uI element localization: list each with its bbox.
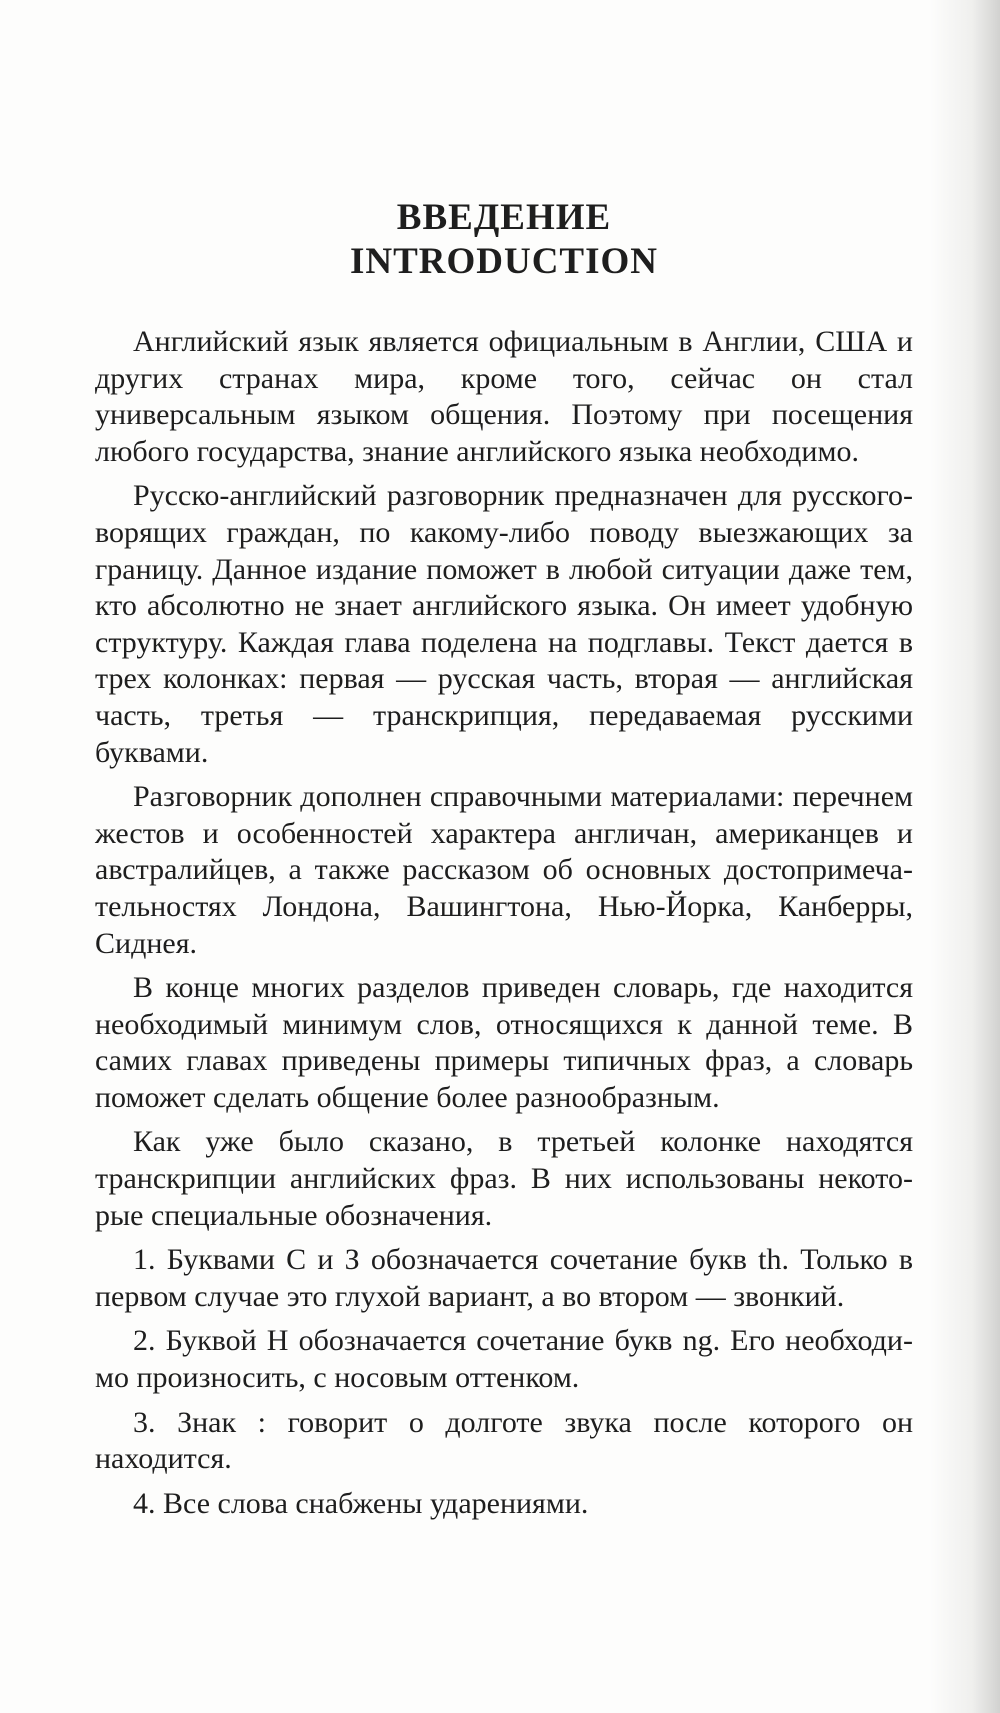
list-item-length-mark: 3. Знак : говорит о долготе звука после которого он находится. (95, 1405, 913, 1476)
chapter-heading (95, 196, 913, 284)
page-content (95, 196, 913, 1530)
heading-english: INTRODUCTION (349, 241, 659, 282)
paragraph-official-language: Английский язык является официальным в Англии, США и других странах мира, кроме того, сейчас он стал универсальным языком общения. Поэтому при посещения любого государства, знание английского языка необходимо. (95, 325, 913, 468)
paragraph-phrasebook-purpose: Русско-английский разговорник предназначен для русскоговорящих граждан, по какому-либо поводу выезжающих за границу. Данное издание поможет в любой ситуации даже тем, кто абсолютно не знает английского языка. Он имеет удобную структуру. Каждая глава поделена на подглавы. Текст дается в трех колонках: первая — русская часть, вторая — английская часть, третья — транскрипция, передаваемая русскими буквами. (95, 479, 913, 769)
heading-russian: ВВЕДЕНИЕ (396, 197, 612, 238)
paragraph-dictionary: В конце многих разделов приведен словарь, где находится необходимый минимум слов, относящихся к данной теме. В самих главах приведены примеры типичных фраз, а словарь поможет сделать общение более разнообразным. (95, 971, 913, 1114)
list-item-th-sounds: 1. Буквами С и З обозначается сочетание букв th. Только в первом случае это глухой вариант, а во втором — звонкий. (95, 1243, 913, 1313)
paragraph-reference-materials: Разговорник дополнен справочными материалами: перечнем жестов и особенностей характера англичан, американцев и австралийцев, а также рассказом об основных достопримечательностях Лондона, Вашингтона, Нью-Йорка, Канберры, Сиднея. (95, 780, 913, 960)
list-item-stress: 4. Все слова снабжены ударениями. (133, 1486, 589, 1520)
paragraph-transcription-intro: Как уже было сказано, в третьей колонке находятся транскрипции английских фраз. В них использованы некоторые специальные обозначения. (95, 1125, 913, 1232)
list-item-ng-sound: 2. Буквой Н обозначается сочетание букв ng. Его необходимо произносить, с носовым оттенком. (95, 1324, 913, 1395)
page-edge-shadow (930, 0, 1000, 1713)
